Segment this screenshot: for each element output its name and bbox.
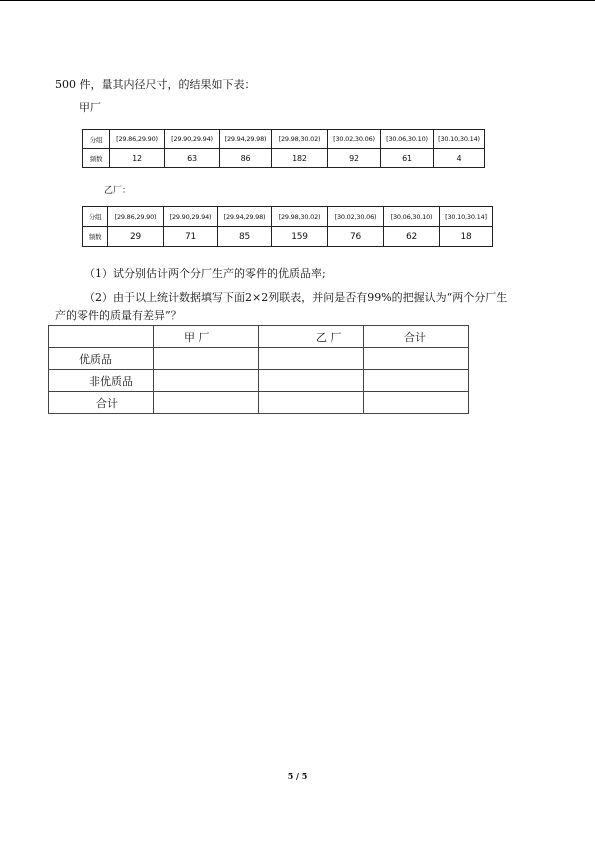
freq-cell: 86 bbox=[220, 149, 272, 168]
table-row bbox=[49, 392, 469, 414]
table-header-cell: [29.98,30.02) bbox=[272, 207, 328, 227]
answer-cell[interactable] bbox=[364, 370, 469, 392]
page-number: 5 / 5 bbox=[287, 771, 308, 781]
table-header-cell: [29.94,29.98) bbox=[218, 207, 272, 227]
header-cell-total: 合计 bbox=[364, 326, 469, 348]
header-cell-factory-b: 乙 厂 bbox=[259, 326, 364, 348]
table-header-cell: 分组 bbox=[83, 207, 108, 227]
table-row bbox=[49, 326, 469, 348]
answer-cell[interactable] bbox=[154, 392, 259, 414]
freq-cell: 182 bbox=[272, 149, 328, 168]
answer-cell[interactable] bbox=[259, 370, 364, 392]
freq-label-cell: 频数 bbox=[83, 149, 110, 168]
freq-cell: 29 bbox=[108, 227, 164, 247]
row-label-quality: 优质品 bbox=[49, 348, 154, 370]
row-label-total: 合计 bbox=[49, 392, 154, 414]
contingency-table bbox=[48, 325, 469, 414]
freq-cell: 85 bbox=[218, 227, 272, 247]
freq-cell: 12 bbox=[110, 149, 165, 168]
answer-cell[interactable] bbox=[154, 370, 259, 392]
row-label-non-quality: 非优质品 bbox=[49, 370, 154, 392]
freq-cell: 4 bbox=[434, 149, 485, 168]
factory-b-table bbox=[82, 206, 493, 247]
table-header-cell: [30.10,30.14) bbox=[434, 130, 485, 149]
table-row bbox=[49, 370, 469, 392]
table-header-cell: [29.98,30.02) bbox=[272, 130, 328, 149]
intro-text: 500 件，量其内径尺寸，的结果如下表： bbox=[55, 78, 256, 91]
factory-a-table bbox=[82, 129, 485, 168]
answer-cell[interactable] bbox=[154, 348, 259, 370]
freq-cell: 92 bbox=[328, 149, 381, 168]
question-1: （1）试分别估计两个分厂生产的零件的优质品率; bbox=[84, 267, 326, 280]
table-header-cell: [29.86,29.90) bbox=[110, 130, 165, 149]
freq-cell: 159 bbox=[272, 227, 328, 247]
table-header-cell: [30.06,30.10) bbox=[381, 130, 434, 149]
freq-cell: 61 bbox=[381, 149, 434, 168]
freq-label-cell: 频数 bbox=[83, 227, 108, 247]
table-header-cell: [30.06,30.10) bbox=[384, 207, 440, 227]
header-cell-empty bbox=[49, 326, 154, 348]
table-header-cell: [29.90,29.94) bbox=[165, 130, 220, 149]
table-row bbox=[83, 227, 493, 247]
question-2-line-2: 产的零件的质量有差异”？ bbox=[55, 309, 182, 322]
table-row bbox=[49, 348, 469, 370]
table-header-cell: [29.94,29.98) bbox=[220, 130, 272, 149]
table-header-cell: [29.90,29.94) bbox=[164, 207, 218, 227]
question-2-line-1: （2）由于以上统计数据填写下面2×2列联表，并问是否有99%的把握认为“两个分厂生 bbox=[84, 291, 508, 304]
table-header-cell: 分组 bbox=[83, 130, 110, 149]
freq-cell: 18 bbox=[440, 227, 493, 247]
answer-cell[interactable] bbox=[259, 392, 364, 414]
answer-cell[interactable] bbox=[364, 348, 469, 370]
freq-cell: 76 bbox=[328, 227, 384, 247]
table-row bbox=[83, 207, 493, 227]
table-header-cell: [30.02,30.06) bbox=[328, 207, 384, 227]
table-header-cell: [30.02,30.06) bbox=[328, 130, 381, 149]
factory-b-label: 乙厂： bbox=[104, 186, 132, 196]
table-header-cell: [29.86,29.90) bbox=[108, 207, 164, 227]
answer-cell[interactable] bbox=[259, 348, 364, 370]
freq-cell: 63 bbox=[165, 149, 220, 168]
header-cell-factory-a: 甲 厂 bbox=[154, 326, 259, 348]
header-rule bbox=[0, 0, 595, 1]
table-row bbox=[83, 149, 485, 168]
freq-cell: 62 bbox=[384, 227, 440, 247]
answer-cell[interactable] bbox=[364, 392, 469, 414]
table-header-cell: [30.10,30.14] bbox=[440, 207, 493, 227]
freq-cell: 71 bbox=[164, 227, 218, 247]
table-row bbox=[83, 130, 485, 149]
factory-a-label: 甲厂 bbox=[79, 101, 101, 114]
